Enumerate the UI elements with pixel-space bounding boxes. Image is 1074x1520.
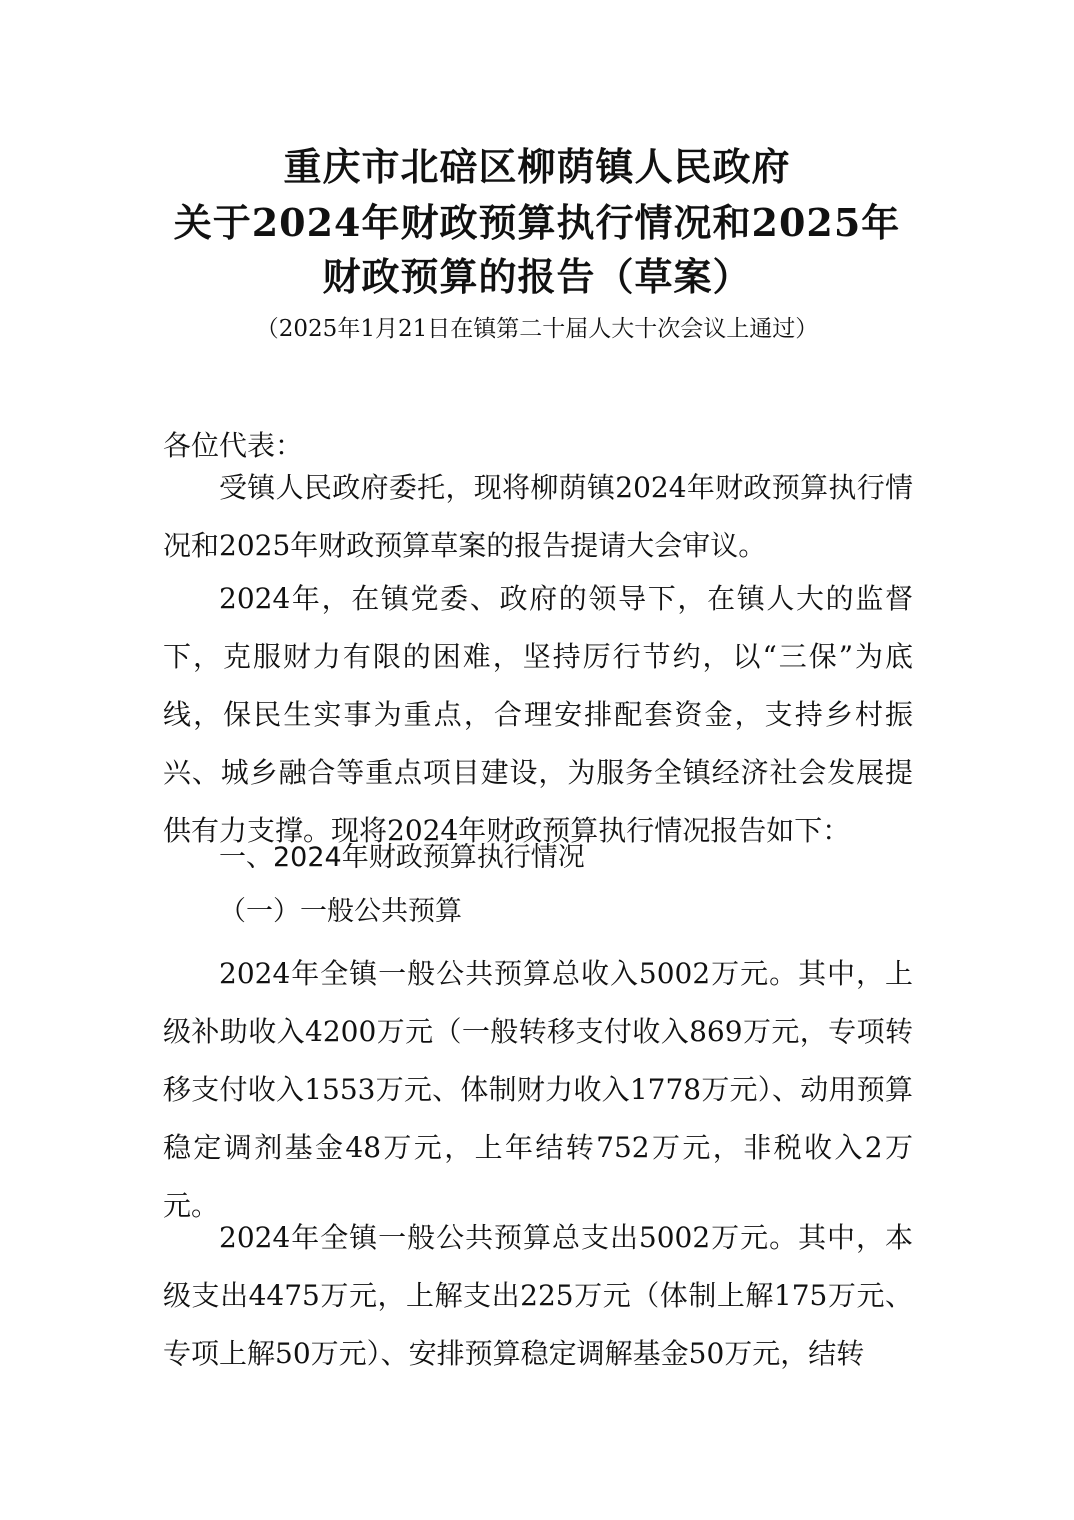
overview-paragraph: 2024年，在镇党委、政府的领导下，在镇人大的监督下，克服财力有限的困难，坚持厉行节约，以“三保”为底线，保民生实事为重点，合理安排配套资金，支持乡村振兴、城乡融合等重点项目建设，为服务全镇经济社会发展提供有力支撑。现将2024年财政预算执行情况报告如下： bbox=[163, 582, 913, 847]
report-title-line-1: 重庆市北碚区柳荫镇人民政府 bbox=[283, 144, 791, 189]
expenditure-paragraph: 2024年全镇一般公共预算总支出5002万元。其中，本级支出4475万元，上解支出225万元（体制上解175万元、专项上解50万元）、安排预算稳定调解基金50万元，结转 bbox=[163, 1221, 913, 1370]
salutation: 各位代表： bbox=[163, 429, 304, 462]
section-heading: 一、2024年财政预算执行情况 bbox=[219, 842, 585, 873]
intro-paragraph: 受镇人民政府委托，现将柳荫镇2024年财政预算执行情况和2025年财政预算草案的报告提请大会审议。 bbox=[163, 471, 913, 562]
report-subtitle: （2025年1月21日在镇第二十届人大十次会议上通过） bbox=[255, 316, 819, 342]
report-title-line-2: 关于2024年财政预算执行情况和2025年 bbox=[173, 200, 901, 245]
revenue-paragraph: 2024年全镇一般公共预算总收入5002万元。其中，上级补助收入4200万元（一般转移支付收入869万元，专项转移支付收入1553万元、体制财力收入1778万元）、动用预算稳定调剂基金48万元，上年结转752万元，非税收入2万元。 bbox=[163, 957, 913, 1222]
report-title-line-3: 财政预算的报告（草案） bbox=[322, 254, 752, 299]
subsection-heading: （一）一般公共预算 bbox=[219, 896, 462, 927]
